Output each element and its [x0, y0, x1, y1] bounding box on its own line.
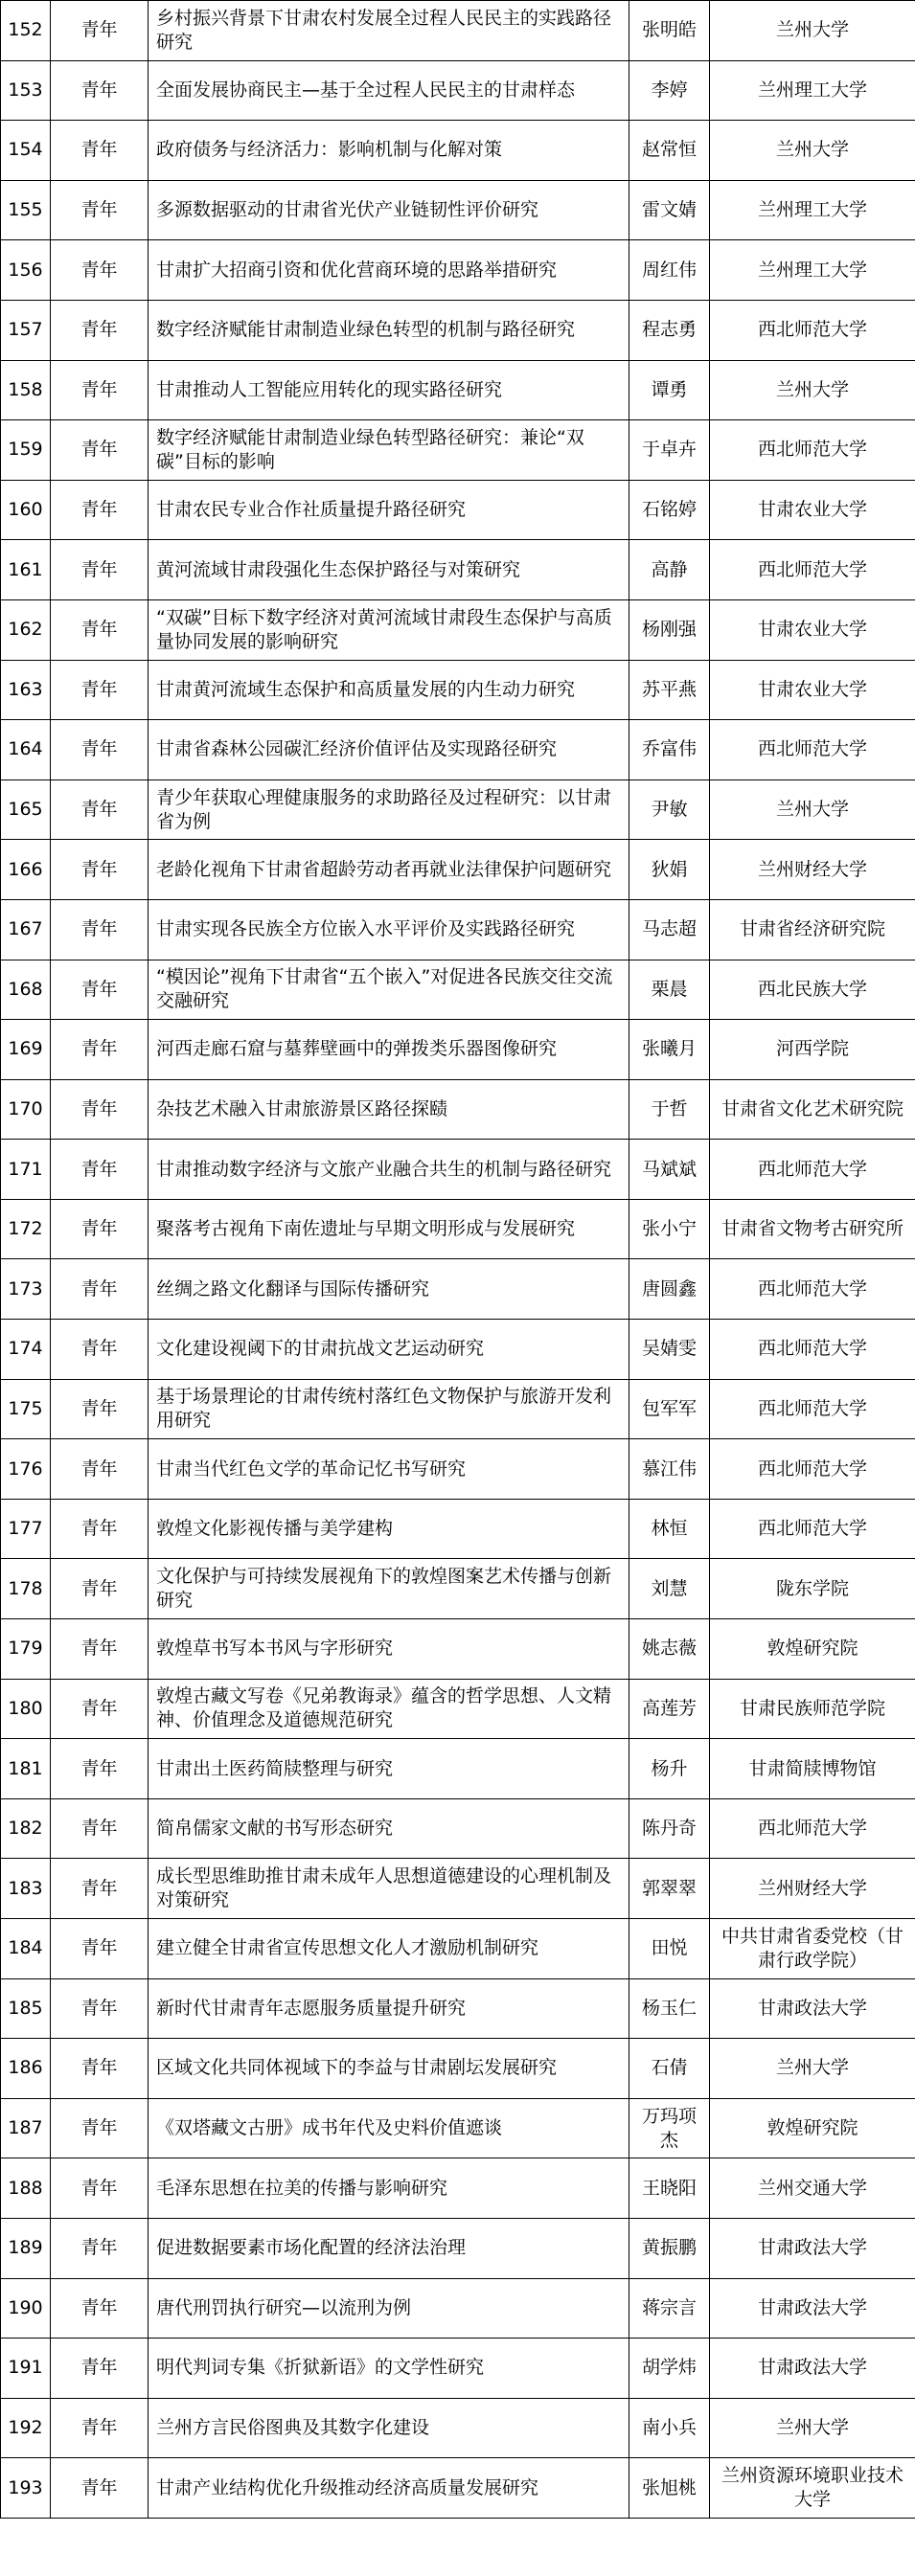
row-number-cell: 172 [1, 1199, 51, 1259]
row-number-cell: 173 [1, 1259, 51, 1320]
category-cell: 青年 [51, 1379, 149, 1439]
table-row [1, 1, 915, 61]
category-cell: 青年 [51, 360, 149, 420]
table-row [1, 480, 915, 540]
author-cell: 于哲 [629, 1079, 710, 1140]
author-cell: 赵常恒 [629, 121, 710, 181]
table-row [1, 1140, 915, 1200]
author-cell: 黄振鹏 [629, 2218, 710, 2278]
organization-cell: 敦煌研究院 [710, 1619, 915, 1680]
organization-cell: 兰州大学 [710, 360, 915, 420]
category-cell: 青年 [51, 1619, 149, 1680]
table-row [1, 540, 915, 600]
category-cell: 青年 [51, 840, 149, 900]
table-row [1, 300, 915, 360]
project-title-cell: “双碳”目标下数字经济对黄河流域甘肃段生态保护与高质量协同发展的影响研究 [149, 599, 629, 660]
organization-cell: 西北师范大学 [710, 420, 915, 481]
category-cell: 青年 [51, 1079, 149, 1140]
category-cell: 青年 [51, 720, 149, 780]
row-number-cell: 159 [1, 420, 51, 481]
table-row [1, 1199, 915, 1259]
category-cell: 青年 [51, 2158, 149, 2219]
category-cell: 青年 [51, 1320, 149, 1380]
table-row [1, 1679, 915, 1739]
row-number-cell: 164 [1, 720, 51, 780]
project-title-cell: 全面发展协商民主—基于全过程人民民主的甘肃样态 [149, 60, 629, 121]
row-number-cell: 177 [1, 1499, 51, 1559]
category-cell: 青年 [51, 2339, 149, 2399]
table-row [1, 420, 915, 481]
organization-cell: 兰州大学 [710, 2398, 915, 2458]
table-row [1, 2039, 915, 2099]
author-cell: 高静 [629, 540, 710, 600]
category-cell: 青年 [51, 960, 149, 1020]
category-cell: 青年 [51, 420, 149, 481]
author-cell: 石铭婷 [629, 480, 710, 540]
table-row [1, 2278, 915, 2339]
table-row [1, 2218, 915, 2278]
row-number-cell: 184 [1, 1919, 51, 1979]
author-cell: 乔富伟 [629, 720, 710, 780]
category-cell: 青年 [51, 1739, 149, 1799]
category-cell: 青年 [51, 2398, 149, 2458]
project-title-cell: 数字经济赋能甘肃制造业绿色转型的机制与路径研究 [149, 300, 629, 360]
project-title-cell: 促进数据要素市场化配置的经济法治理 [149, 2218, 629, 2278]
project-title-cell: 聚落考古视角下南佐遗址与早期文明形成与发展研究 [149, 1199, 629, 1259]
author-cell: 姚志薇 [629, 1619, 710, 1680]
project-title-cell: 《双塔藏文古册》成书年代及史料价值遮谈 [149, 2098, 629, 2158]
organization-cell: 甘肃民族师范学院 [710, 1679, 915, 1739]
project-title-cell: 敦煌草书写本书风与字形研究 [149, 1619, 629, 1680]
project-table-body [1, 1, 915, 2519]
row-number-cell: 174 [1, 1320, 51, 1380]
table-row [1, 2098, 915, 2158]
category-cell: 青年 [51, 899, 149, 960]
category-cell: 青年 [51, 599, 149, 660]
table-row [1, 2458, 915, 2519]
project-title-cell: 新时代甘肃青年志愿服务质量提升研究 [149, 1978, 629, 2039]
table-row [1, 840, 915, 900]
row-number-cell: 167 [1, 899, 51, 960]
table-row [1, 121, 915, 181]
table-row [1, 899, 915, 960]
author-cell: 马斌斌 [629, 1140, 710, 1200]
project-title-cell: 文化保护与可持续发展视角下的敦煌图案艺术传播与创新研究 [149, 1559, 629, 1619]
author-cell: 慕江伟 [629, 1439, 710, 1500]
project-title-cell: 成长型思维助推甘肃未成年人思想道德建设的心理机制及对策研究 [149, 1859, 629, 1919]
table-row [1, 1798, 915, 1859]
organization-cell: 兰州交通大学 [710, 2158, 915, 2219]
table-row [1, 2158, 915, 2219]
table-row [1, 1439, 915, 1500]
category-cell: 青年 [51, 1499, 149, 1559]
project-title-cell: 毛泽东思想在拉美的传播与影响研究 [149, 2158, 629, 2219]
project-title-cell: 杂技艺术融入甘肃旅游景区路径探赜 [149, 1079, 629, 1140]
author-cell: 于卓卉 [629, 420, 710, 481]
organization-cell: 河西学院 [710, 1020, 915, 1080]
table-row [1, 2398, 915, 2458]
project-title-cell: 老龄化视角下甘肃省超龄劳动者再就业法律保护问题研究 [149, 840, 629, 900]
project-title-cell: 敦煌文化影视传播与美学建构 [149, 1499, 629, 1559]
row-number-cell: 161 [1, 540, 51, 600]
category-cell: 青年 [51, 2218, 149, 2278]
project-title-cell: 甘肃省森林公园碳汇经济价值评估及实现路径研究 [149, 720, 629, 780]
author-cell: 蒋宗言 [629, 2278, 710, 2339]
organization-cell: 敦煌研究院 [710, 2098, 915, 2158]
organization-cell: 甘肃农业大学 [710, 599, 915, 660]
row-number-cell: 187 [1, 2098, 51, 2158]
table-row [1, 240, 915, 301]
category-cell: 青年 [51, 1559, 149, 1619]
row-number-cell: 165 [1, 780, 51, 840]
author-cell: 李婷 [629, 60, 710, 121]
table-row [1, 1320, 915, 1380]
organization-cell: 甘肃简牍博物馆 [710, 1739, 915, 1799]
project-title-cell: 明代判词专集《折狱新语》的文学性研究 [149, 2339, 629, 2399]
table-row [1, 660, 915, 720]
author-cell: 马志超 [629, 899, 710, 960]
organization-cell: 西北师范大学 [710, 1499, 915, 1559]
author-cell: 胡学炜 [629, 2339, 710, 2399]
table-row [1, 1020, 915, 1080]
organization-cell: 甘肃政法大学 [710, 2218, 915, 2278]
row-number-cell: 183 [1, 1859, 51, 1919]
project-title-cell: 河西走廊石窟与墓葬壁画中的弹拨类乐器图像研究 [149, 1020, 629, 1080]
organization-cell: 西北师范大学 [710, 720, 915, 780]
row-number-cell: 169 [1, 1020, 51, 1080]
organization-cell: 甘肃省文物考古研究所 [710, 1199, 915, 1259]
row-number-cell: 179 [1, 1619, 51, 1680]
row-number-cell: 185 [1, 1978, 51, 2039]
project-title-cell: 甘肃实现各民族全方位嵌入水平评价及实践路径研究 [149, 899, 629, 960]
table-row [1, 960, 915, 1020]
author-cell: 谭勇 [629, 360, 710, 420]
project-title-cell: 唐代刑罚执行研究—以流刑为例 [149, 2278, 629, 2339]
author-cell: 尹敏 [629, 780, 710, 840]
row-number-cell: 170 [1, 1079, 51, 1140]
project-title-cell: 文化建设视阈下的甘肃抗战文艺运动研究 [149, 1320, 629, 1380]
row-number-cell: 181 [1, 1739, 51, 1799]
table-row [1, 360, 915, 420]
category-cell: 青年 [51, 1259, 149, 1320]
row-number-cell: 168 [1, 960, 51, 1020]
row-number-cell: 188 [1, 2158, 51, 2219]
project-title-cell: 甘肃产业结构优化升级推动经济高质量发展研究 [149, 2458, 629, 2519]
project-title-cell: 乡村振兴背景下甘肃农村发展全过程人民民主的实践路径研究 [149, 1, 629, 61]
author-cell: 杨刚强 [629, 599, 710, 660]
author-cell: 万玛项杰 [629, 2098, 710, 2158]
row-number-cell: 153 [1, 60, 51, 121]
row-number-cell: 154 [1, 121, 51, 181]
table-row [1, 1859, 915, 1919]
organization-cell: 兰州理工大学 [710, 60, 915, 121]
author-cell: 王晓阳 [629, 2158, 710, 2219]
table-row [1, 780, 915, 840]
organization-cell: 兰州大学 [710, 2039, 915, 2099]
row-number-cell: 182 [1, 1798, 51, 1859]
project-title-cell: 甘肃扩大招商引资和优化营商环境的思路举措研究 [149, 240, 629, 301]
row-number-cell: 152 [1, 1, 51, 61]
category-cell: 青年 [51, 1199, 149, 1259]
table-row [1, 1499, 915, 1559]
project-title-cell: 青少年获取心理健康服务的求助路径及过程研究：以甘肃省为例 [149, 780, 629, 840]
author-cell: 郭翠翠 [629, 1859, 710, 1919]
row-number-cell: 175 [1, 1379, 51, 1439]
row-number-cell: 178 [1, 1559, 51, 1619]
project-title-cell: 简帛儒家文献的书写形态研究 [149, 1798, 629, 1859]
project-title-cell: 建立健全甘肃省宣传思想文化人才激励机制研究 [149, 1919, 629, 1979]
organization-cell: 西北民族大学 [710, 960, 915, 1020]
row-number-cell: 162 [1, 599, 51, 660]
author-cell: 张旭桃 [629, 2458, 710, 2519]
category-cell: 青年 [51, 1859, 149, 1919]
organization-cell: 甘肃政法大学 [710, 1978, 915, 2039]
row-number-cell: 155 [1, 180, 51, 240]
organization-cell: 西北师范大学 [710, 1439, 915, 1500]
organization-cell: 西北师范大学 [710, 540, 915, 600]
organization-cell: 陇东学院 [710, 1559, 915, 1619]
row-number-cell: 193 [1, 2458, 51, 2519]
category-cell: 青年 [51, 1679, 149, 1739]
table-row [1, 1379, 915, 1439]
project-title-cell: 敦煌古藏文写卷《兄弟教诲录》蕴含的哲学思想、人文精神、价值理念及道德规范研究 [149, 1679, 629, 1739]
category-cell: 青年 [51, 2098, 149, 2158]
category-cell: 青年 [51, 121, 149, 181]
organization-cell: 兰州大学 [710, 1, 915, 61]
row-number-cell: 163 [1, 660, 51, 720]
row-number-cell: 157 [1, 300, 51, 360]
category-cell: 青年 [51, 1140, 149, 1200]
row-number-cell: 176 [1, 1439, 51, 1500]
project-title-cell: 基于场景理论的甘肃传统村落红色文物保护与旅游开发利用研究 [149, 1379, 629, 1439]
project-title-cell: “模因论”视角下甘肃省“五个嵌入”对促进各民族交往交流交融研究 [149, 960, 629, 1020]
table-row [1, 599, 915, 660]
category-cell: 青年 [51, 1, 149, 61]
table-row [1, 720, 915, 780]
project-title-cell: 数字经济赋能甘肃制造业绿色转型路径研究：兼论“双碳”目标的影响 [149, 420, 629, 481]
category-cell: 青年 [51, 300, 149, 360]
category-cell: 青年 [51, 780, 149, 840]
project-title-cell: 甘肃当代红色文学的革命记忆书写研究 [149, 1439, 629, 1500]
author-cell: 唐圆鑫 [629, 1259, 710, 1320]
row-number-cell: 160 [1, 480, 51, 540]
table-row [1, 1978, 915, 2039]
author-cell: 周红伟 [629, 240, 710, 301]
category-cell: 青年 [51, 180, 149, 240]
author-cell: 程志勇 [629, 300, 710, 360]
category-cell: 青年 [51, 60, 149, 121]
category-cell: 青年 [51, 1919, 149, 1979]
organization-cell: 兰州财经大学 [710, 1859, 915, 1919]
organization-cell: 兰州大学 [710, 121, 915, 181]
category-cell: 青年 [51, 2039, 149, 2099]
project-title-cell: 区域文化共同体视域下的李益与甘肃剧坛发展研究 [149, 2039, 629, 2099]
table-row [1, 1259, 915, 1320]
organization-cell: 甘肃农业大学 [710, 480, 915, 540]
author-cell: 田悦 [629, 1919, 710, 1979]
organization-cell: 兰州资源环境职业技术大学 [710, 2458, 915, 2519]
category-cell: 青年 [51, 1439, 149, 1500]
organization-cell: 兰州理工大学 [710, 180, 915, 240]
table-row [1, 180, 915, 240]
author-cell: 栗晨 [629, 960, 710, 1020]
category-cell: 青年 [51, 660, 149, 720]
row-number-cell: 158 [1, 360, 51, 420]
row-number-cell: 156 [1, 240, 51, 301]
author-cell: 吴婧雯 [629, 1320, 710, 1380]
category-cell: 青年 [51, 2278, 149, 2339]
category-cell: 青年 [51, 2458, 149, 2519]
organization-cell: 甘肃政法大学 [710, 2278, 915, 2339]
organization-cell: 西北师范大学 [710, 1140, 915, 1200]
author-cell: 陈丹奇 [629, 1798, 710, 1859]
row-number-cell: 191 [1, 2339, 51, 2399]
category-cell: 青年 [51, 240, 149, 301]
author-cell: 张明皓 [629, 1, 710, 61]
organization-cell: 西北师范大学 [710, 1259, 915, 1320]
row-number-cell: 180 [1, 1679, 51, 1739]
project-title-cell: 甘肃农民专业合作社质量提升路径研究 [149, 480, 629, 540]
project-title-cell: 丝绸之路文化翻译与国际传播研究 [149, 1259, 629, 1320]
author-cell: 雷文婧 [629, 180, 710, 240]
author-cell: 杨升 [629, 1739, 710, 1799]
organization-cell: 中共甘肃省委党校（甘肃行政学院） [710, 1919, 915, 1979]
project-title-cell: 兰州方言民俗图典及其数字化建设 [149, 2398, 629, 2458]
project-title-cell: 甘肃出土医药简牍整理与研究 [149, 1739, 629, 1799]
author-cell: 南小兵 [629, 2398, 710, 2458]
organization-cell: 兰州大学 [710, 780, 915, 840]
author-cell: 苏平燕 [629, 660, 710, 720]
project-title-cell: 多源数据驱动的甘肃省光伏产业链韧性评价研究 [149, 180, 629, 240]
author-cell: 张小宁 [629, 1199, 710, 1259]
project-title-cell: 政府债务与经济活力：影响机制与化解对策 [149, 121, 629, 181]
author-cell: 刘慧 [629, 1559, 710, 1619]
organization-cell: 甘肃省经济研究院 [710, 899, 915, 960]
row-number-cell: 189 [1, 2218, 51, 2278]
project-title-cell: 黄河流域甘肃段强化生态保护路径与对策研究 [149, 540, 629, 600]
author-cell: 狄娟 [629, 840, 710, 900]
table-row [1, 1739, 915, 1799]
organization-cell: 甘肃省文化艺术研究院 [710, 1079, 915, 1140]
author-cell: 张曦月 [629, 1020, 710, 1080]
organization-cell: 兰州财经大学 [710, 840, 915, 900]
row-number-cell: 192 [1, 2398, 51, 2458]
table-row [1, 1919, 915, 1979]
row-number-cell: 171 [1, 1140, 51, 1200]
organization-cell: 甘肃政法大学 [710, 2339, 915, 2399]
organization-cell: 西北师范大学 [710, 1798, 915, 1859]
table-row [1, 1079, 915, 1140]
category-cell: 青年 [51, 1798, 149, 1859]
row-number-cell: 186 [1, 2039, 51, 2099]
category-cell: 青年 [51, 480, 149, 540]
row-number-cell: 166 [1, 840, 51, 900]
organization-cell: 西北师范大学 [710, 1320, 915, 1380]
organization-cell: 兰州理工大学 [710, 240, 915, 301]
table-row [1, 60, 915, 121]
author-cell: 高莲芳 [629, 1679, 710, 1739]
organization-cell: 甘肃农业大学 [710, 660, 915, 720]
author-cell: 包军军 [629, 1379, 710, 1439]
project-title-cell: 甘肃推动人工智能应用转化的现实路径研究 [149, 360, 629, 420]
project-title-cell: 甘肃黄河流域生态保护和高质量发展的内生动力研究 [149, 660, 629, 720]
table-row [1, 2339, 915, 2399]
category-cell: 青年 [51, 1978, 149, 2039]
organization-cell: 西北师范大学 [710, 1379, 915, 1439]
author-cell: 林恒 [629, 1499, 710, 1559]
organization-cell: 西北师范大学 [710, 300, 915, 360]
row-number-cell: 190 [1, 2278, 51, 2339]
table-row [1, 1559, 915, 1619]
author-cell: 杨玉仁 [629, 1978, 710, 2039]
category-cell: 青年 [51, 1020, 149, 1080]
category-cell: 青年 [51, 540, 149, 600]
table-row [1, 1619, 915, 1680]
project-title-cell: 甘肃推动数字经济与文旅产业融合共生的机制与路径研究 [149, 1140, 629, 1200]
author-cell: 石倩 [629, 2039, 710, 2099]
